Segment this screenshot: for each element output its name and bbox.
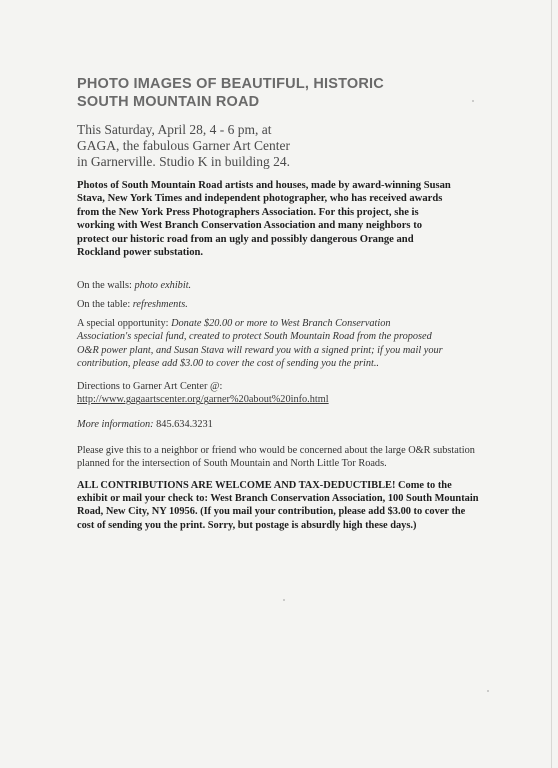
intro-line: Stava, New York Times and independent photographer, who has received awards bbox=[77, 193, 443, 205]
flyer-title bbox=[77, 75, 384, 111]
walls-line bbox=[77, 279, 191, 292]
intro-line: from the New York Press Photographers Association. For this project, she is bbox=[77, 206, 419, 218]
directions bbox=[77, 380, 329, 407]
walls-label: On the walls: bbox=[77, 280, 132, 291]
table-label: On the table: bbox=[77, 299, 131, 310]
event-line: GAGA, the fabulous Garner Art Center bbox=[77, 138, 290, 153]
intro-line: working with West Branch Conservation Association and many neighbors to bbox=[77, 220, 423, 232]
event-line: This Saturday, April 28, 4 - 6 pm, at bbox=[77, 122, 272, 137]
intro-line: protect our historic road from an ugly and possibly dangerous Orange and bbox=[77, 233, 414, 245]
more-info-label: More information: bbox=[77, 419, 154, 430]
directions-link[interactable]: http://www.gagaartscenter.org/garner%20about%20info.html bbox=[77, 394, 329, 406]
title-line: PHOTO IMAGES OF BEAUTIFUL, HISTORIC bbox=[77, 76, 384, 92]
more-info-text bbox=[77, 418, 213, 431]
scan-speck bbox=[283, 599, 285, 601]
closing-paragraph bbox=[77, 479, 517, 532]
phone-number: 845.634.3231 bbox=[156, 419, 213, 430]
special-line bbox=[77, 317, 443, 330]
closing-line: exhibit or mail your check to: West Branch Conservation Association, 100 South Mountain bbox=[77, 493, 479, 505]
share-line: Please give this to a neighbor or friend who would be concerned about the large O&R substation bbox=[77, 445, 475, 456]
table-line bbox=[77, 298, 188, 311]
walls-value: photo exhibit. bbox=[134, 280, 192, 291]
special-line: contribution, please add $3.00 to cover the cost of sending you the print.. bbox=[77, 358, 379, 370]
scan-speck bbox=[472, 100, 474, 102]
closing-line: cost of sending you the print. Sorry, but postage is absurdly high these days.) bbox=[77, 519, 417, 531]
page-edge-line bbox=[551, 0, 552, 768]
scan-speck bbox=[487, 690, 489, 692]
intro-line: Rockland power substation. bbox=[77, 247, 204, 259]
intro-line: Photos of South Mountain Road artists and houses, made by award-winning Susan bbox=[77, 180, 451, 191]
event-details bbox=[77, 122, 290, 170]
table-value: refreshments. bbox=[132, 299, 188, 310]
special-line1: Donate $20.00 or more to West Branch Conservation bbox=[171, 318, 391, 329]
closing-line: ALL CONTRIBUTIONS ARE WELCOME AND TAX-DEDUCTIBLE! Come to the bbox=[77, 480, 452, 491]
share-line: planned for the intersection of South Mountain and North Little Tor Roads. bbox=[77, 458, 387, 470]
table-text bbox=[77, 298, 188, 311]
share-paragraph bbox=[77, 444, 475, 471]
title-line: SOUTH MOUNTAIN ROAD bbox=[77, 94, 260, 110]
special-paragraph bbox=[77, 317, 443, 371]
intro-paragraph bbox=[77, 179, 509, 259]
more-info bbox=[77, 418, 213, 431]
event-line: in Garnerville. Studio K in building 24. bbox=[77, 154, 290, 169]
closing-line: Road, New City, NY 10956. (If you mail your contribution, please add $3.00 to cover the bbox=[77, 506, 466, 518]
directions-label: Directions to Garner Art Center @: bbox=[77, 381, 223, 392]
special-label: A special opportunity: bbox=[77, 318, 169, 329]
special-line: O&R power plant, and Susan Stava will reward you with a signed print; if you mail your bbox=[77, 344, 443, 356]
special-line: Association's special fund, created to protect South Mountain Road from the proposed bbox=[77, 331, 432, 343]
walls-text bbox=[77, 279, 191, 292]
